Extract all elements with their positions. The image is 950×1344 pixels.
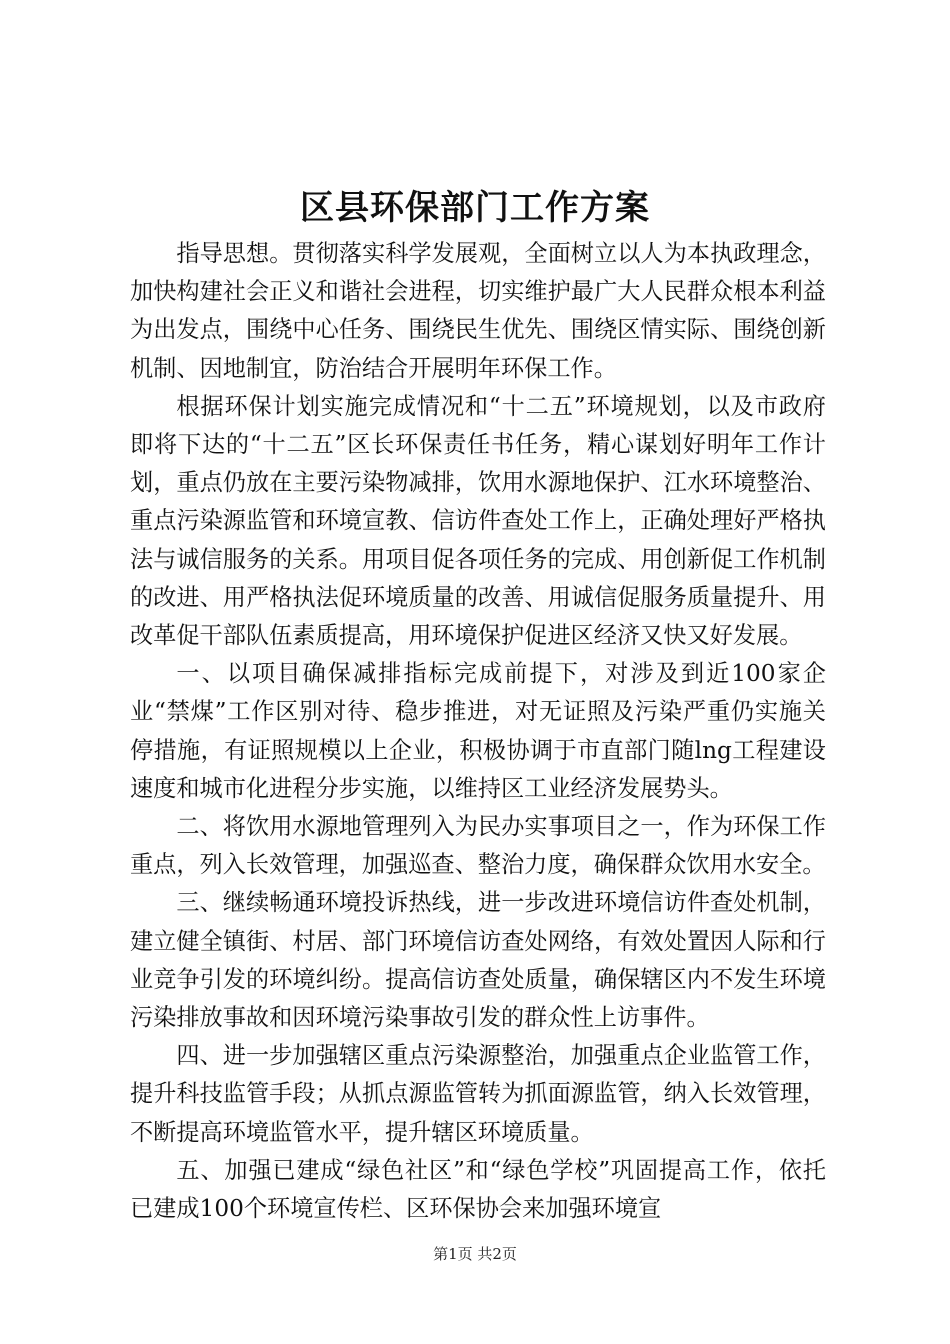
paragraph-plan-basis: 根据环保计划实施完成情况和“十二五”环境规划，以及市政府即将下达的“十二五”区长环保责任书任务，精心谋划好明年工作计划，重点仍放在主要污染物减排，饮用水源地保护、江水环境整治、重点污染源监管和环境宣教、信访件查处工作上，正确处理好严格执法与诚信服务的关系。用项目促各项任务的完成、用创新促工作机制的改进、用严格执法促环境质量的改善、用诚信促服务质量提升、用改革促干部队伍素质提高，用环境保护促进区经济又快又好发展。 (130, 392, 826, 650)
paragraph-item-2: 二、将饮用水源地管理列入为民办实事项目之一，作为环保工作重点，列入长效管理，加强巡查、整治力度，确保群众饮用水安全。 (130, 813, 826, 879)
document-body (130, 235, 826, 1228)
document-title: 区县环保部门工作方案 (300, 188, 650, 228)
paragraph-guiding-thought: 指导思想。贯彻落实科学发展观，全面树立以人为本执政理念，加快构建社会正义和谐社会进程，切实维护最广大人民群众根本利益为出发点，围绕中心任务、围绕民生优先、围绕区情实际、围绕创新机制、因地制宜，防治结合开展明年环保工作。 (130, 240, 826, 382)
paragraph-item-4: 四、进一步加强辖区重点污染源整治，加强重点企业监管工作，提升科技监管手段；从抓点源监管转为抓面源监管，纳入长效管理，不断提高环境监管水平，提升辖区环境质量。 (130, 1042, 826, 1146)
page-number-footer: 第1页 共2页 (433, 1245, 517, 1263)
paragraph-item-3: 三、继续畅通环境投诉热线，进一步改进环境信访件查处机制，建立健全镇街、村居、部门环境信访查处网络，有效处置因人际和行业竞争引发的环境纠纷。提高信访查处质量，确保辖区内不发生环境污染排放事故和因环境污染事故引发的群众性上访事件。 (130, 889, 826, 1032)
paragraph-item-1: 一、以项目确保减排指标完成前提下，对涉及到近100家企业“禁煤”工作区别对待、稳步推进，对无证照及污染严重仍实施关停措施，有证照规模以上企业，积极协调于市直部门随lng工程建设速度和城市化进程分步实施，以维持区工业经济发展势头。 (130, 660, 826, 802)
paragraph-item-5: 五、加强已建成“绿色社区”和“绿色学校”巩固提高工作，依托已建成100个环境宣传栏、区环保协会来加强环境宣 (130, 1156, 826, 1223)
